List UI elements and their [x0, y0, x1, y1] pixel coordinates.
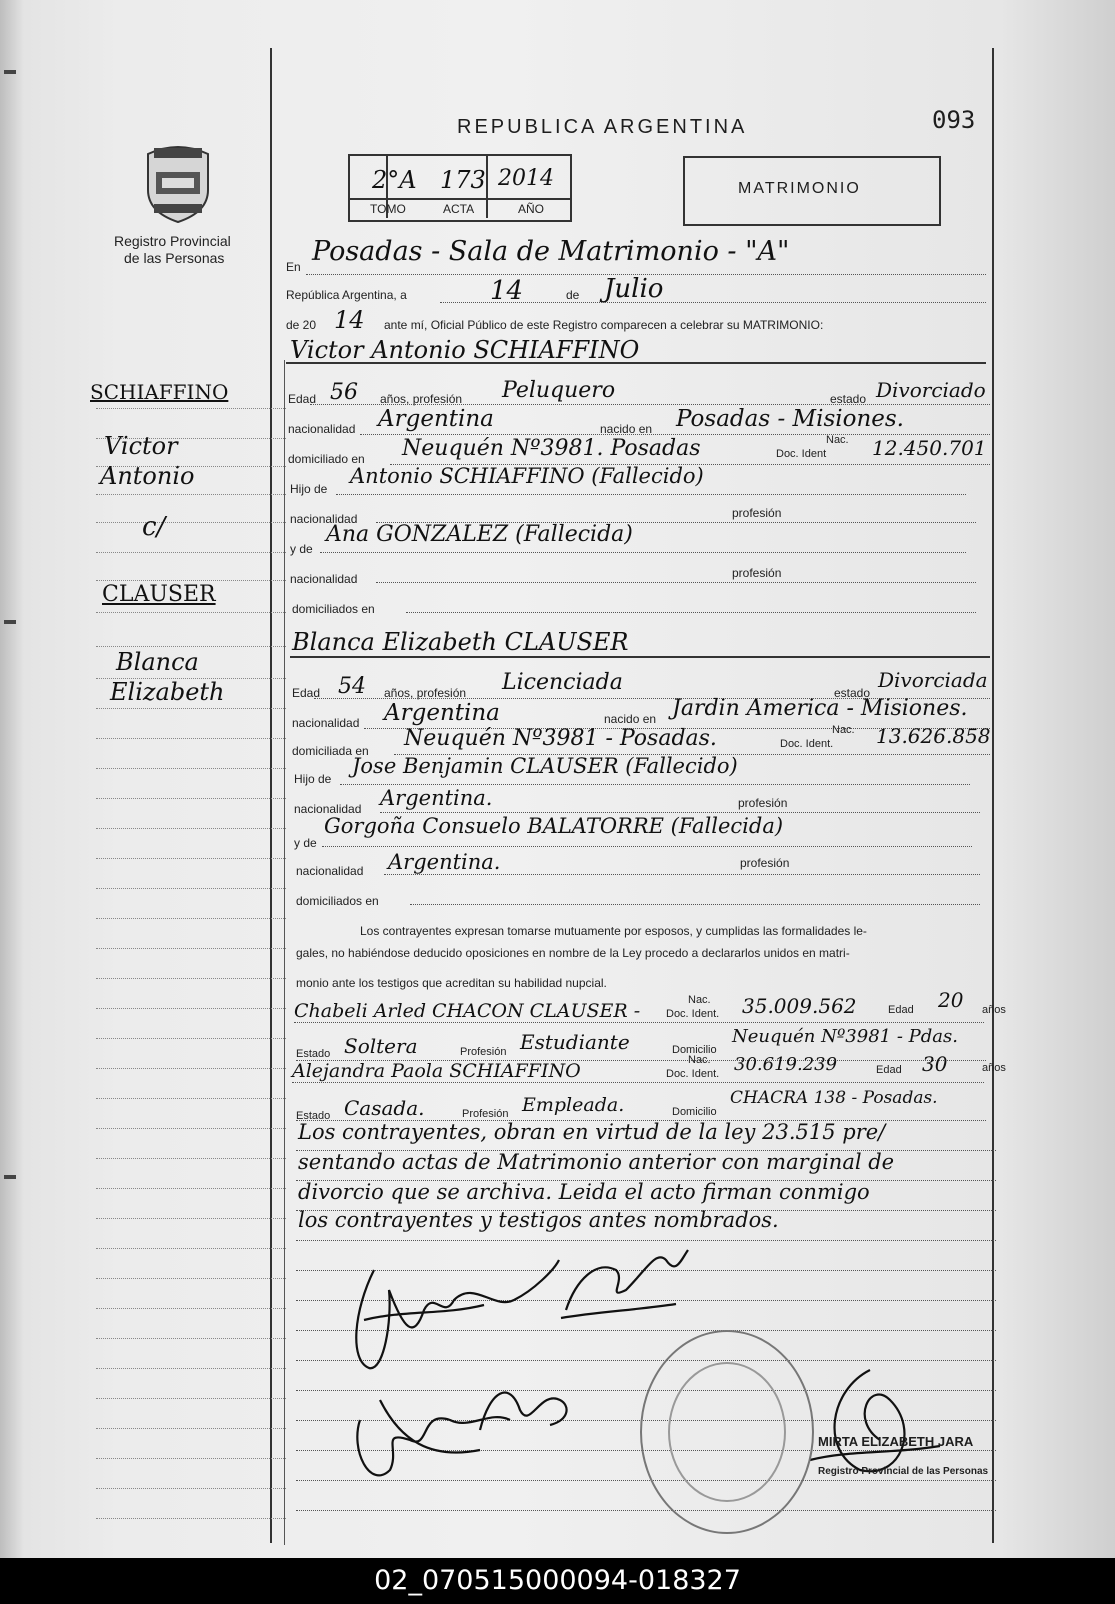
groom-mother-nac-label: nacionalidad	[290, 572, 358, 586]
anio-label: AÑO	[518, 202, 545, 216]
year-prefix-label: de 20	[286, 318, 317, 332]
groom-mother: Ana GONZALEZ (Fallecida)	[326, 522, 633, 547]
witness2-address: CHACRA 138 - Posadas.	[730, 1088, 938, 1108]
witness2-dom-label: Domicilio	[672, 1106, 717, 1118]
tomo-value: 2°A	[372, 166, 417, 194]
groom-age: 56	[330, 380, 358, 405]
bride-dom-label: domiciliada en	[292, 744, 369, 758]
margin-bride-name2: Elizabeth	[110, 678, 225, 706]
month-value: Julio	[604, 274, 664, 304]
binding-mark	[4, 70, 16, 74]
bride-estado-label: estado	[834, 686, 871, 700]
witness1-name: Chabeli Arled CHACON CLAUSER -	[294, 1000, 641, 1022]
bride-nac-label: nacionalidad	[292, 716, 360, 730]
year-suffix-value: 14	[334, 306, 365, 334]
day-value: 14	[490, 276, 524, 306]
witness1-doc-label: Doc. Ident.	[666, 1008, 720, 1020]
bride-doc-label: Doc. Ident.	[780, 738, 834, 750]
bride-born-label: nacido en	[604, 712, 657, 726]
tomo-label: TOMO	[370, 202, 406, 216]
document-code: 02_070515000094-018327	[374, 1565, 741, 1596]
groom-father-nac-label: nacionalidad	[290, 512, 358, 526]
declaration-line3: monio ante los testigos que acreditan su habilidad nupcial.	[296, 976, 607, 990]
margin-connector: c/	[142, 512, 166, 542]
witness2-prof-label: Profesión	[462, 1108, 509, 1120]
witness1-anos-label: años	[982, 1004, 1006, 1016]
groom-birthplace: Posadas - Misiones.	[676, 406, 904, 432]
groom-doc-label: Doc. Ident	[776, 448, 827, 460]
witness2-age: 30	[922, 1052, 948, 1076]
witness1-status: Soltera	[344, 1034, 418, 1058]
groom-hijo-label: Hijo de	[290, 482, 328, 496]
en-label: En	[286, 260, 301, 274]
witness2-doc-number: 30.619.239	[734, 1054, 838, 1075]
bride-edad-label: Edad	[292, 686, 321, 700]
groom-doms-label: domiciliados en	[292, 602, 375, 616]
anio-value: 2014	[498, 166, 554, 191]
groom-full-name: Victor Antonio SCHIAFFINO	[290, 336, 640, 364]
bride-marital-status: Divorciada	[878, 668, 988, 692]
groom-nac-label: nacionalidad	[288, 422, 356, 436]
bride-father-nac-label: nacionalidad	[294, 802, 362, 816]
groom-yde-label: y de	[290, 542, 313, 556]
registry-name-line2: de las Personas	[124, 250, 225, 266]
bride-address: Neuquén Nº3981 - Posadas.	[404, 726, 717, 751]
groom-marital-status: Divorciado	[876, 378, 986, 402]
notes-line4: los contrayentes y testigos antes nombrados.	[298, 1208, 779, 1232]
bride-anos-prof-label: años, profesión	[384, 686, 467, 700]
notes-line3: divorcio que se archiva. Leida el acto firman conmigo	[298, 1180, 870, 1204]
witness2-estado-label: Estado	[296, 1110, 331, 1122]
witness1-doc-number: 35.009.562	[742, 994, 857, 1018]
place-value: Posadas - Sala de Matrimonio - "A"	[312, 236, 790, 267]
bride-father-prof-label: profesión	[738, 796, 788, 810]
notes-line1: Los contrayentes, obran en virtud de la ley 23.515 pre/	[298, 1120, 886, 1144]
witness2-doc-label: Doc. Ident.	[666, 1068, 720, 1080]
witness2-status: Casada.	[344, 1096, 425, 1120]
official-name: MIRTA ELIZABETH JARA	[818, 1434, 974, 1449]
bride-nac-small: Nac.	[832, 724, 855, 736]
bride-birthplace: Jardin America - Misiones.	[672, 696, 968, 721]
groom-born-label: nacido en	[600, 422, 653, 436]
signature-bride	[556, 1240, 696, 1330]
bride-age: 54	[338, 674, 366, 699]
acta-value: 173	[440, 166, 486, 194]
appear-text: ante mí, Oficial Público de este Registro comparecen a celebrar su MATRIMONIO:	[384, 318, 824, 332]
official-title: Registro Provincial de las Personas	[818, 1466, 989, 1477]
groom-nac-small: Nac.	[826, 434, 849, 446]
act-type-label: MATRIMONIO	[738, 180, 861, 197]
groom-father: Antonio SCHIAFFINO (Fallecido)	[350, 464, 704, 488]
bride-mother-prof-label: profesión	[740, 856, 790, 870]
de-label: de	[566, 288, 580, 302]
signature-groom	[344, 1250, 564, 1380]
signature-official	[790, 1350, 950, 1500]
page-number: 093	[932, 106, 976, 134]
right-frame-line	[992, 48, 994, 1543]
margin-bride-surname: CLAUSER	[102, 582, 216, 607]
bride-father-nationality: Argentina.	[380, 786, 493, 810]
bride-yde-label: y de	[294, 836, 317, 850]
province-seal-logo	[140, 142, 216, 224]
declaration-line2: gales, no habiéndose deducido oposiciones en nombre de la Ley procedo a declararlos unidos en matri-	[296, 946, 850, 960]
margin-bride-name1: Blanca	[116, 648, 199, 676]
bride-nationality: Argentina	[384, 700, 500, 726]
acta-label: ACTA	[443, 202, 475, 216]
republica-label: República Argentina, a	[286, 288, 407, 302]
bride-mother-nationality: Argentina.	[388, 850, 501, 874]
bride-hijo-label: Hijo de	[294, 772, 332, 786]
witness1-dom-label: Domicilio	[672, 1044, 717, 1056]
bride-mother: Gorgoña Consuelo BALATORRE (Fallecida)	[324, 814, 784, 838]
witness1-edad-label: Edad	[888, 1004, 914, 1016]
left-frame-line	[270, 48, 272, 1543]
witness2-profession: Empleada.	[522, 1094, 625, 1116]
registry-name-line1: Registro Provincial	[114, 233, 231, 249]
declaration-line1: Los contrayentes expresan tomarse mutuamente por esposos, y cumplidas las formalidades le-	[360, 924, 867, 938]
witness2-edad-label: Edad	[876, 1064, 902, 1076]
bride-doms-label: domiciliados en	[296, 894, 379, 908]
witness1-age: 20	[938, 988, 964, 1012]
notes-line2: sentando actas de Matrimonio anterior con marginal de	[298, 1150, 895, 1174]
groom-dom-label: domiciliado en	[288, 452, 365, 466]
margin-groom-surname: SCHIAFFINO	[90, 380, 229, 404]
groom-nationality: Argentina	[378, 406, 494, 432]
groom-edad-label: Edad	[288, 392, 317, 406]
groom-address: Neuquén Nº3981. Posadas	[402, 436, 701, 461]
witness2-nac-small: Nac.	[688, 1054, 711, 1066]
bride-profession: Licenciada	[502, 670, 623, 695]
witness1-address: Neuquén Nº3981 - Pdas.	[732, 1026, 958, 1047]
groom-doc-number: 12.450.701	[872, 436, 987, 460]
signature-witness2	[470, 1370, 580, 1450]
witness1-nac-small: Nac.	[688, 994, 711, 1006]
bride-doc-number: 13.626.858	[876, 724, 991, 748]
margin-groom-name1: Victor	[104, 432, 178, 460]
bride-full-name: Blanca Elizabeth CLAUSER	[292, 628, 629, 656]
witness1-estado-label: Estado	[296, 1048, 331, 1060]
binding-mark	[4, 620, 16, 624]
witness2-name: Alejandra Paola SCHIAFFINO	[292, 1060, 581, 1082]
witness2-anos-label: años	[982, 1062, 1006, 1074]
witness1-prof-label: Profesión	[460, 1046, 507, 1058]
groom-anos-prof-label: años, profesión	[380, 392, 463, 406]
groom-mother-prof-label: profesión	[732, 566, 782, 580]
margin-groom-name2: Antonio	[100, 462, 195, 490]
bride-father: Jose Benjamin CLAUSER (Fallecido)	[352, 754, 738, 778]
groom-profession: Peluquero	[502, 378, 616, 403]
witness1-profession: Estudiante	[520, 1030, 630, 1054]
binding-mark	[4, 1175, 16, 1179]
country-title: REPUBLICA ARGENTINA	[457, 116, 748, 138]
groom-father-prof-label: profesión	[732, 506, 782, 520]
groom-estado-label: estado	[830, 392, 867, 406]
bride-mother-nac-label: nacionalidad	[296, 864, 364, 878]
